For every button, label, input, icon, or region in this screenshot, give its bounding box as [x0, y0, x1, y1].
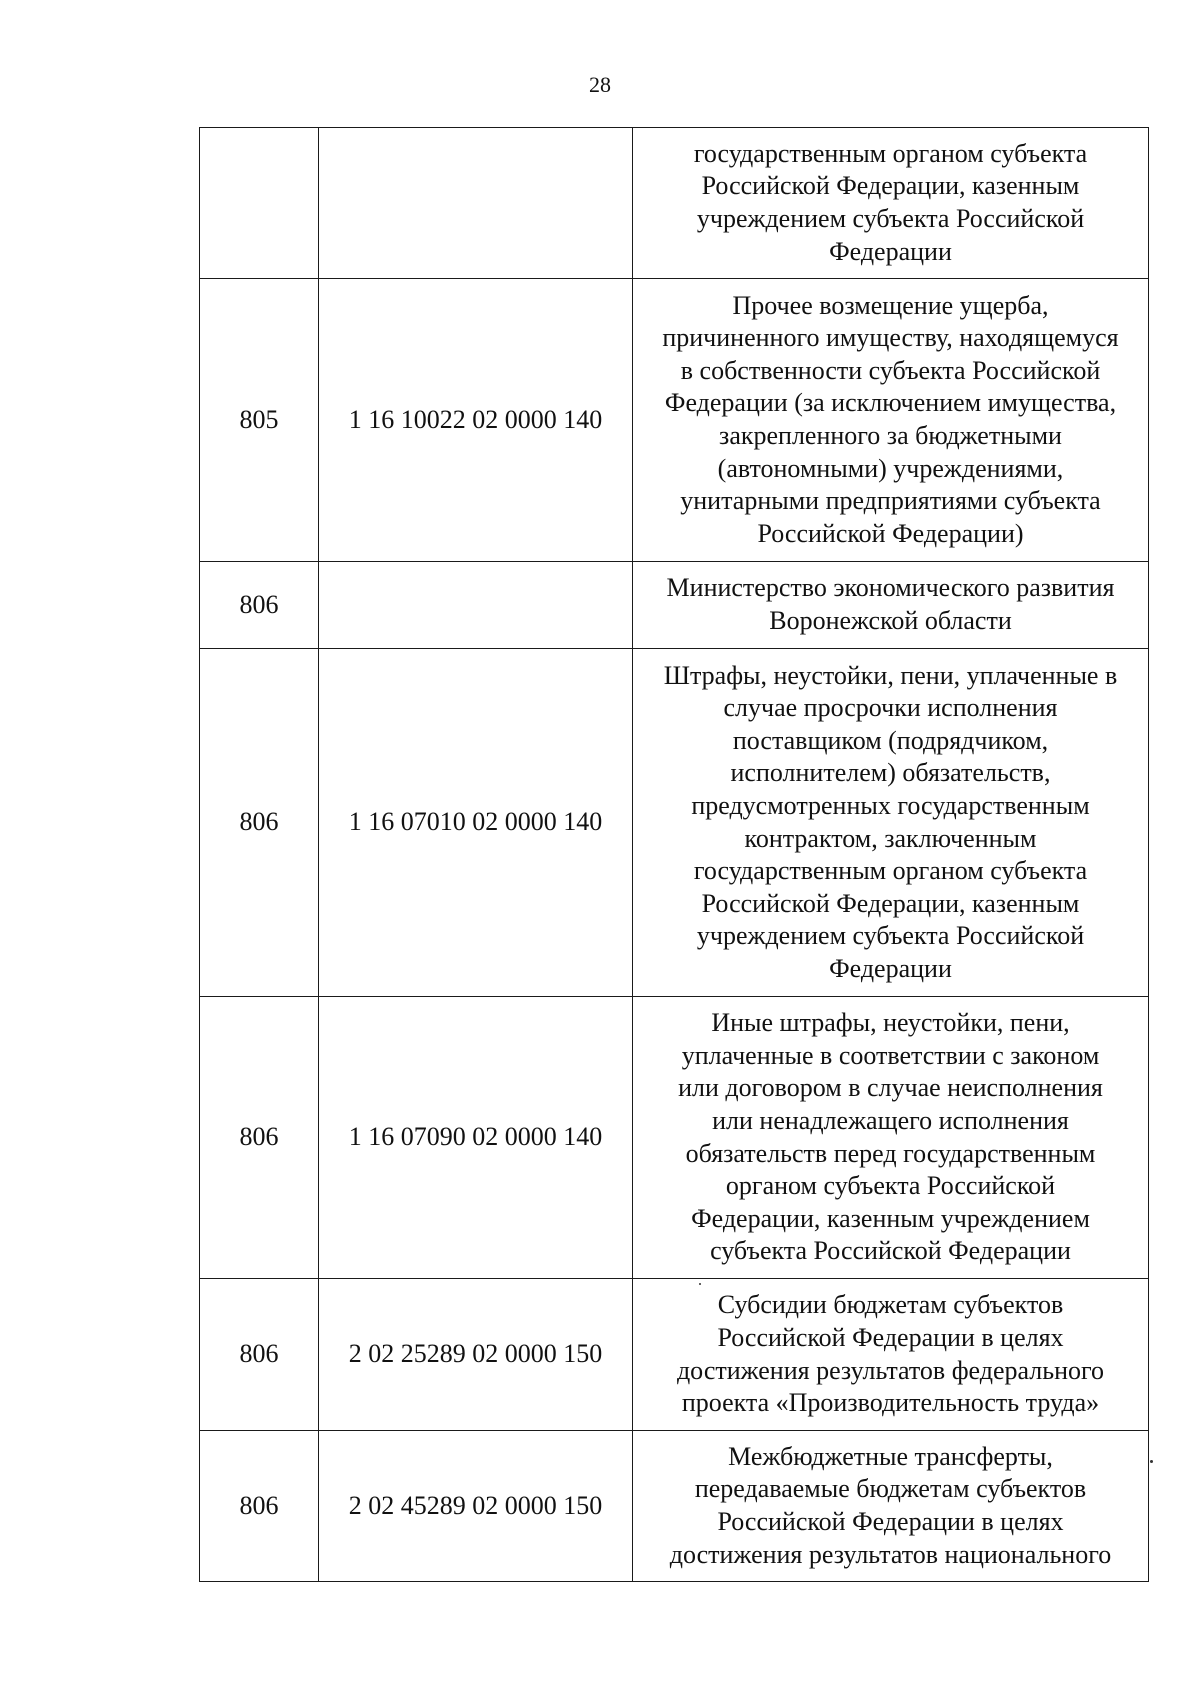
revenue-name-text: Иные штрафы, неустойки, пени, уплаченные в соответствии с законом или договором в случае неисполнения или ненадлежащего исполнения обязательств перед государственным органом субъекта Российской Федерации, казенным учреждением субъекта Российской Федерации: [678, 1008, 1103, 1266]
budget-code-cell: 2 02 45289 02 0000 150: [319, 1431, 633, 1582]
budget-code-cell: 1 16 10022 02 0000 140: [319, 279, 633, 562]
table-row: [200, 279, 1149, 562]
table-row: [200, 128, 1149, 279]
revenue-name-cell: [633, 1431, 1149, 1582]
admin-code-cell: 806: [200, 997, 319, 1279]
revenue-name-cell: [633, 997, 1149, 1279]
budget-code-cell: 2 02 25289 02 0000 150: [319, 1279, 633, 1431]
revenue-name-text: Субсидии бюджетам субъектов Российской Федерации в целях достижения результатов федерального проекта «Производительность труда»: [676, 1290, 1105, 1418]
revenue-name-cell: [633, 128, 1149, 279]
page-number: 28: [589, 72, 611, 97]
scan-speck: [699, 1283, 701, 1285]
table-row: [200, 562, 1149, 649]
revenue-name-cell: [633, 562, 1149, 649]
revenue-name-cell: [633, 649, 1149, 997]
budget-code-cell: [319, 128, 633, 279]
revenue-name-text: Прочее возмещение ущерба, причиненного имуществу, находящемуся в собственности субъекта Российской Федерации (за исключением имущества, закрепленного за бюджетными (автономными) учреждениями, унитарными предприятиями субъекта Российской Федерации): [662, 290, 1119, 548]
admin-code-cell: 805: [200, 279, 319, 562]
table-row: [200, 997, 1149, 1279]
budget-code-cell: 1 16 07090 02 0000 140: [319, 997, 633, 1279]
revenue-name-text: Министерство экономического развития Воронежской области: [666, 573, 1115, 635]
admin-code-cell: 806: [200, 1431, 319, 1582]
revenue-name-text: Штрафы, неустойки, пени, уплаченные в случае просрочки исполнения поставщиком (подрядчиком, исполнителем) обязательств, предусмотренных государственным контрактом, заключенным государственным органом субъекта Российской Федерации, казенным учреждением субъекта Российской Федерации: [663, 660, 1118, 983]
admin-code-cell: 806: [200, 649, 319, 997]
budget-code-cell: 1 16 07010 02 0000 140: [319, 649, 633, 997]
admin-code-cell: 806: [200, 1279, 319, 1431]
scan-speck: [1150, 1460, 1153, 1463]
revenue-name-text: Межбюджетные трансферты, передаваемые бюджетам субъектов Российской Федерации в целях достижения результатов национального: [669, 1441, 1112, 1569]
admin-code-cell: [200, 128, 319, 279]
table-row: [200, 1431, 1149, 1582]
table-row: [200, 1279, 1149, 1431]
revenue-name-cell: [633, 279, 1149, 562]
revenue-codes-table: [199, 127, 1149, 1582]
admin-code-cell: 806: [200, 562, 319, 649]
revenue-name-text: государственным органом субъекта Российской Федерации, казенным учреждением субъекта Российской Федерации: [693, 138, 1088, 266]
revenue-name-cell: [633, 1279, 1149, 1431]
budget-code-cell: [319, 562, 633, 649]
table-row: [200, 649, 1149, 997]
